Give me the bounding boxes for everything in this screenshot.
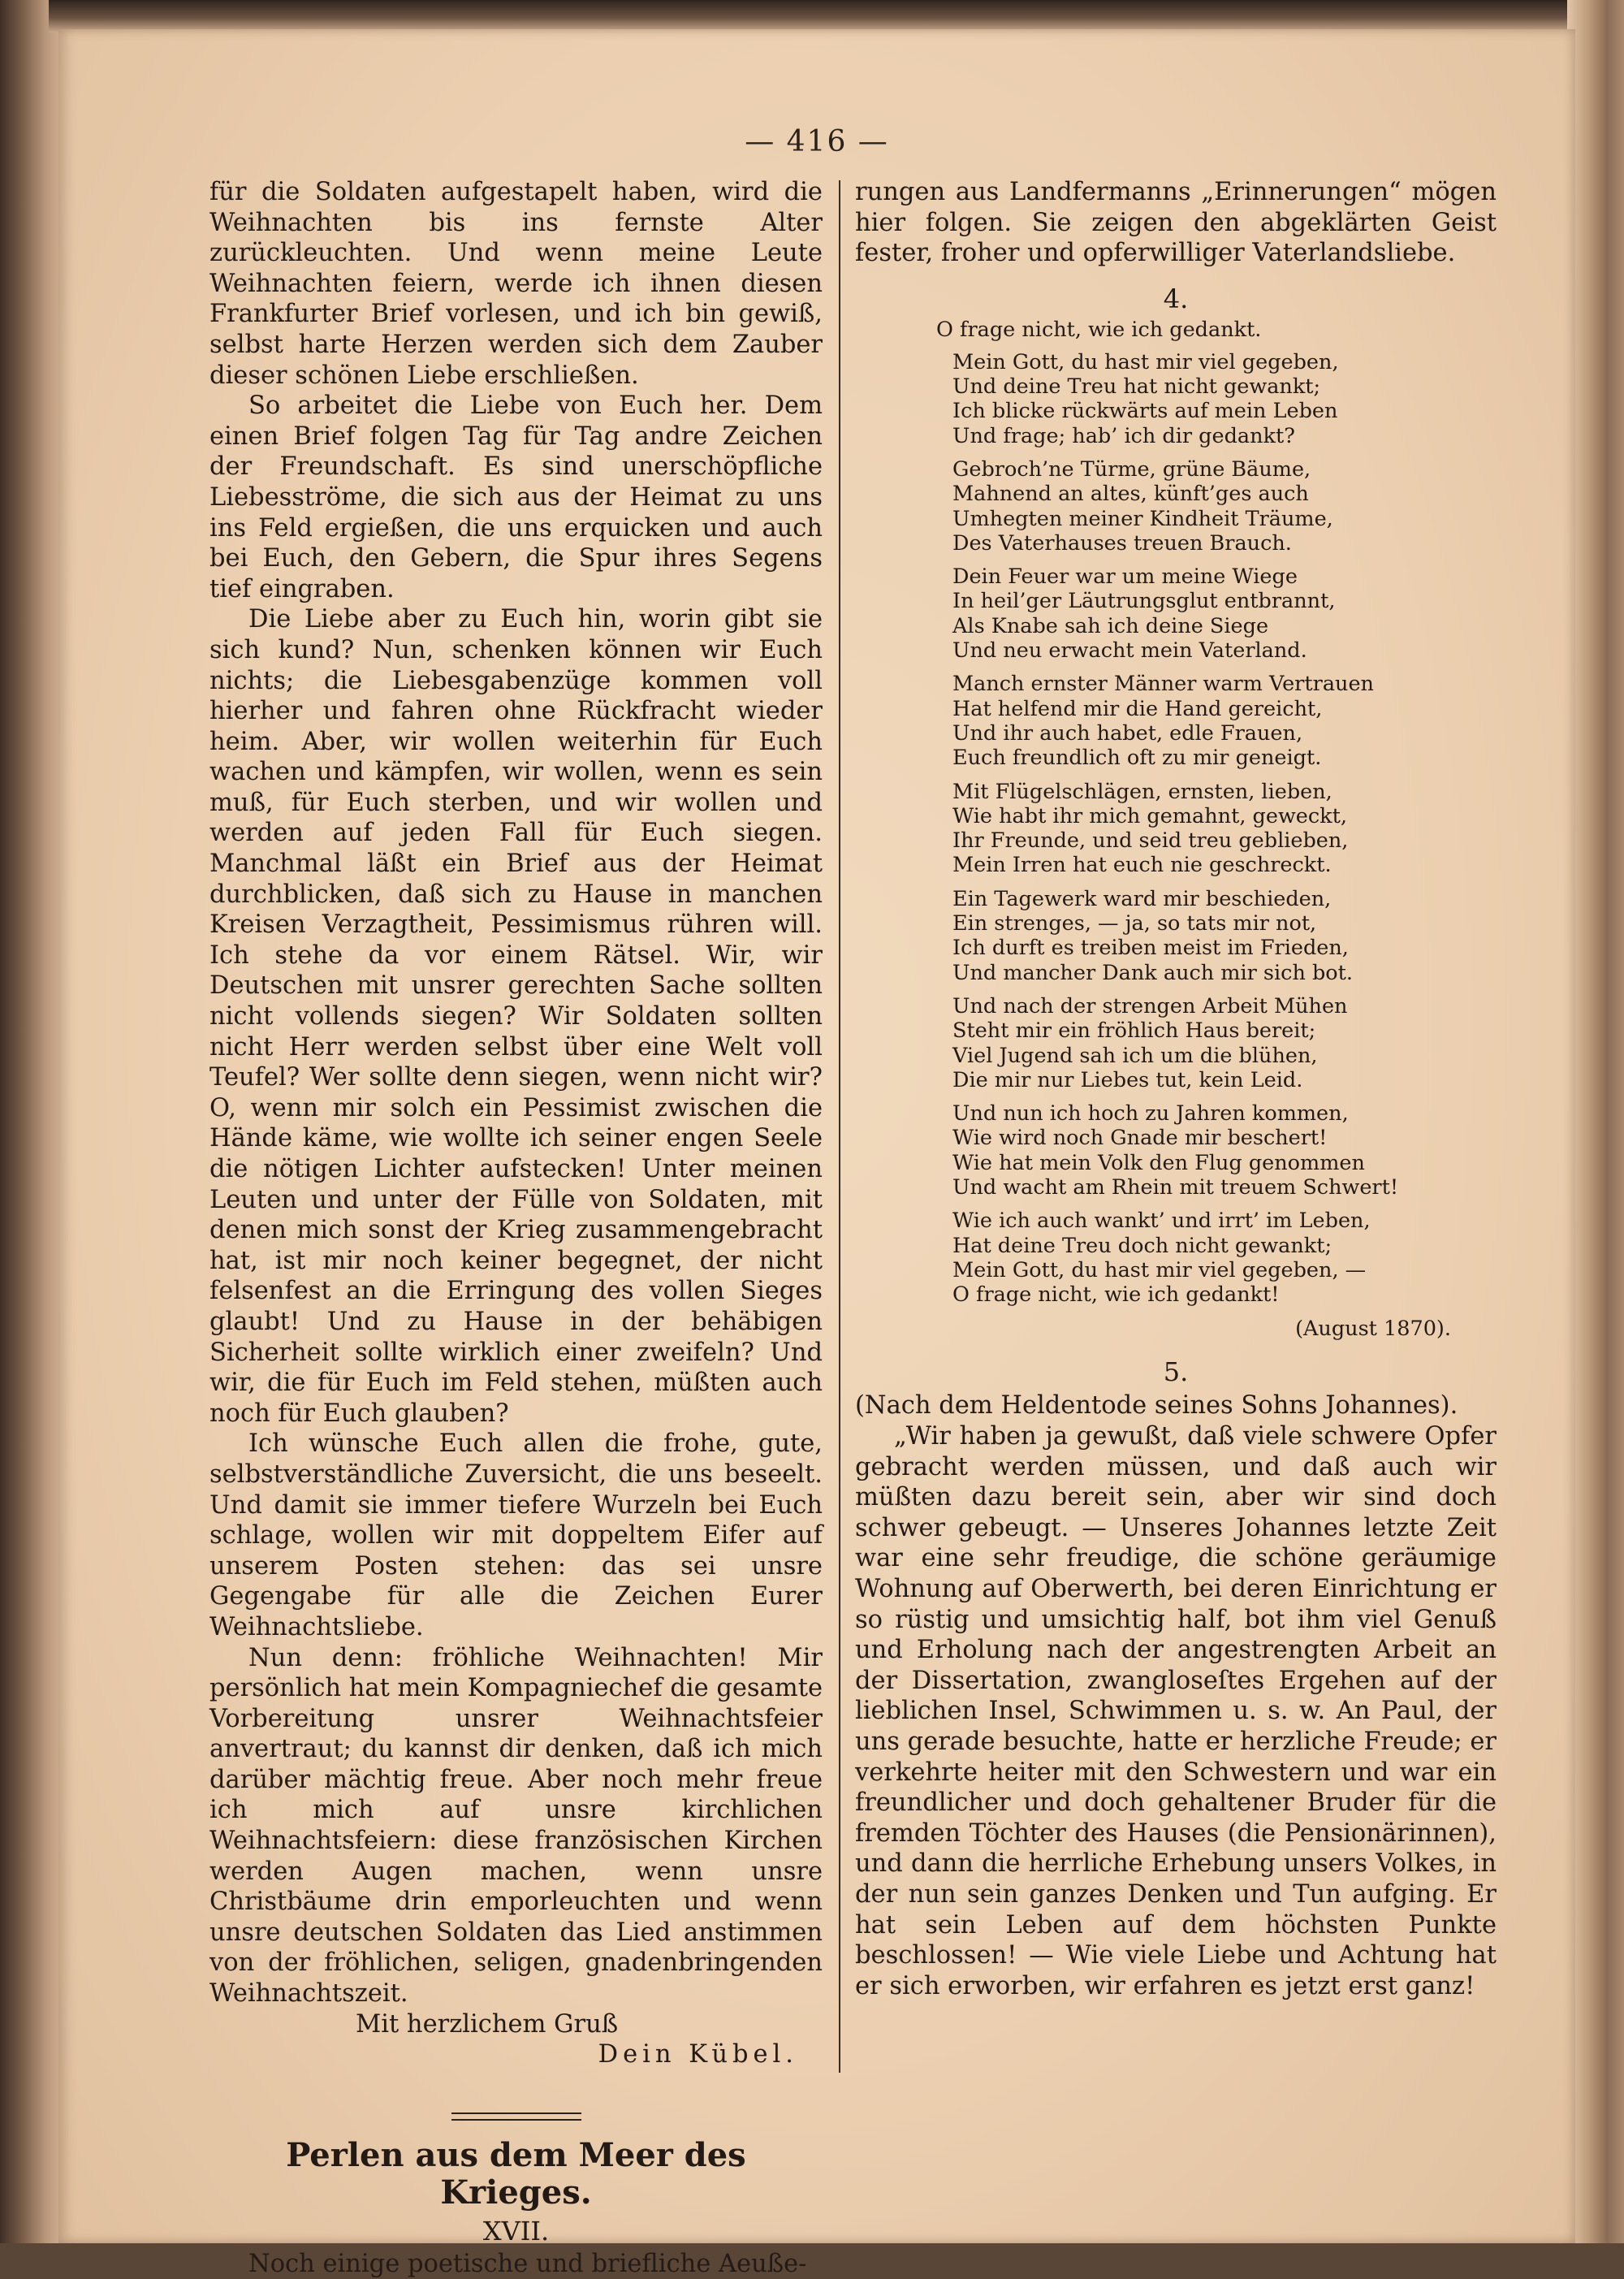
poem-line: Und deine Treu hat nicht gewankt; bbox=[952, 374, 1321, 400]
poem-line: Umhegten meiner Kindheit Träume, bbox=[952, 506, 1333, 531]
poem-line: Wie habt ihr mich gemahnt, geweckt, bbox=[952, 803, 1347, 828]
poem-line: O frage nicht, wie ich gedankt! bbox=[952, 1282, 1280, 1308]
poem-line: Und nun ich hoch zu Jahren kommen, bbox=[952, 1101, 1349, 1127]
poem-stanza bbox=[952, 564, 1497, 663]
poem-line: Und wacht am Rhein mit treuem Schwert! bbox=[952, 1174, 1399, 1200]
poem-line: Mein Gott, du hast mir viel gegeben, bbox=[952, 349, 1339, 374]
section-title: Perlen aus dem Meer des Krieges. bbox=[286, 2135, 746, 2212]
poem-line: Ich blicke rückwärts auf mein Leben bbox=[952, 399, 1338, 424]
poem-line: Wie wird noch Gnade mir beschert! bbox=[952, 1126, 1328, 1151]
poem-line: Als Knabe sah ich deine Siege bbox=[952, 613, 1269, 638]
book-edge-top bbox=[49, 0, 1624, 32]
book-binding-left bbox=[0, 0, 65, 2243]
poem-line: Des Vaterhauses treuen Brauch. bbox=[952, 530, 1292, 556]
poem-line: Und neu erwacht mein Vaterland. bbox=[952, 638, 1307, 664]
poem-line: Wie hat mein Volk den Flug genommen bbox=[952, 1150, 1365, 1175]
letter-subtitle: (Nach dem Heldentode seines Sohns Johannes). bbox=[855, 1391, 1458, 1421]
poem-line: Ich durft es treiben meist im Frieden, bbox=[952, 936, 1349, 961]
poem-line: Und ihr auch habet, edle Frauen, bbox=[952, 720, 1303, 746]
paragraph: für die Soldaten aufgestapelt haben, wird die Weihnachten bis ins fernste Alter zurückleuchten. Und wenn meine Leute Weihnachten feiern, werde ich ihnen diesen Frankfurter Brief vorlesen, und ich bin gewiß, selbst harte Herzen werden sich dem Zauber dieser schönen Liebe erschließen. bbox=[209, 178, 823, 390]
poem-line: Mit Flügelschlägen, ernsten, lieben, bbox=[952, 779, 1332, 804]
paragraph: Die Liebe aber zu Euch hin, worin gibt sie sich kund? Nun, schenken können wir Euch nichts; die Liebesgabenzüge kommen voll hierher und fahren ohne Rückfracht wieder heim. Aber, wir wollen weiterhin für Euch wachen und kämpfen, wir wollen, wenn es sein muß, für Euch sterben, und wir wollen und werden auf jeden Fall für Euch siegen. Manchmal läßt ein Brief aus der Heimat durchblicken, daß sich zu Hause in manchen Kreisen Verzagtheit, Pessimismus rühren will. Ich stehe da vor einem Rätsel. Wir, wir Deutschen mit unsrer gerechten Sache sollten nicht vollends siegen? Wir Soldaten sollten nicht Herr werden selbst über eine Welt voll Teufel? Wer sollte denn siegen, wenn nicht wir? O, wenn mir solch ein Pessimist zwischen die Hände käme, wie wollte ich seiner engen Seele die nötigen Lichter aufstecken! Unter meinen Leuten und unter der Fülle von Soldaten, mit denen mich sonst der Krieg zusammengebracht hat, ist mir noch keiner begegnet, der nicht felsenfest an die Erringung des vollen Sieges glaubt! Und zu Hause in der behäbigen Sicherheit sollte wirklich einer zweifeln? Und wir, die für Euch im Feld stehen, müßten auch noch für Euch glauben? bbox=[209, 605, 823, 1428]
poem-line: Euch freundlich oft zu mir geneigt. bbox=[952, 746, 1322, 771]
poem-date: (August 1870). bbox=[1295, 1317, 1451, 1342]
column-divider bbox=[839, 180, 840, 2073]
poem bbox=[855, 350, 1497, 1308]
section-number: XVII. bbox=[482, 2215, 550, 2247]
poem-line: Ein strenges, — ja, so tats mir not, bbox=[952, 911, 1317, 936]
poem-line: Hat deine Treu doch nicht gewankt; bbox=[952, 1233, 1332, 1258]
poem-line: Und mancher Dank auch mir sich bot. bbox=[952, 960, 1354, 985]
poem-title-line: O frage nicht, wie ich gedankt. bbox=[936, 317, 1262, 342]
paragraph: So arbeitet die Liebe von Euch her. Dem einen Brief folgen Tag für Tag andre Zeichen der Freundschaft. Es sind unerschöpfliche Liebesströme, die sich aus der Heimat zu uns ins Feld ergießen, die uns erquicken und auch bei Euch, den Gebern, die Spur ihres Segens tief eingraben. bbox=[209, 391, 823, 603]
section-intro: Noch einige poetische und briefliche Aeuße- bbox=[248, 2249, 807, 2278]
poem-number: 4. bbox=[1163, 283, 1189, 314]
paragraph: Nun denn: fröhliche Weihnachten! Mir persönlich hat mein Kompagniechef die gesamte Vorbereitung unsrer Weihnachtsfeier anvertraut; du kannst dir denken, daß ich mich darüber mächtig freue. Aber noch mehr freue ich mich auf unsre kirchlichen Weihnachtsfeiern: diese französischen Kirchen werden Augen machen, wenn unsre Christbäume drin emporleuchten und wenn unsre deutschen Soldaten das Lied anstimmen von der fröhlichen, seligen, gnadenbringenden Weihnachtszeit. bbox=[209, 1643, 823, 2009]
poem-line: Gebroch’ne Türme, grüne Bäume, bbox=[952, 456, 1311, 482]
poem-stanza bbox=[952, 994, 1497, 1092]
poem-line: Steht mir ein fröhlich Haus bereit; bbox=[952, 1018, 1316, 1044]
poem-line: Mein Irren hat euch nie geschreckt. bbox=[952, 853, 1332, 878]
poem-stanza bbox=[952, 1101, 1497, 1200]
paragraph: Ich wünsche Euch allen die frohe, gute, selbstverständliche Zuversicht, die uns beseelt. Und damit sie immer tiefere Wurzeln bei Euch schlage, wollen wir mit doppeltem Eifer auf unserem Posten stehen: das sei unsre Gegengabe für alle die Zeichen Eurer Weihnachtsliebe. bbox=[209, 1429, 823, 1641]
poem-stanza bbox=[952, 350, 1497, 448]
letter-text: „Wir haben ja gewußt, daß viele schwere Opfer gebracht werden müssen, und daß auch wir müßten dazu bereit sein, aber wir sind doch schwer gebeugt. — Unseres Johannes letzte Zeit war eine sehr freudige, die schöne geräumige Wohnung auf Oberwerth, bei deren Einrichtung er so rüstig und umsichtig half, bot ihm viel Genuß und Erholung nach der angestrengten Arbeit an der Dissertation, zwangloseſtes Ergehen auf der lieblichen Insel, Schwimmen u. s. w. An Paul, der uns gerade besuchte, hatte er herzliche Freude; er verkehrte heiter mit den Schwestern und war ein freundlicher und doch gehaltener Bruder für die fremden Töchter des Hauses (die Pensionärinnen), und dann die herrliche Erhebung unsers Volkes, in der nun sein ganzes Denken und Tun aufging. Er hat sein Leben auf dem höchsten Punkte beschlossen! — Wie viele Liebe und Achtung hat er sich erworben, wir erfahren es jetzt erst ganz! bbox=[855, 1422, 1497, 2000]
poem-line: Wie ich auch wankt’ und irrt’ im Leben, bbox=[952, 1209, 1371, 1234]
poem-stanza bbox=[952, 887, 1497, 985]
poem-line: Ein Tagewerk ward mir beschieden, bbox=[952, 886, 1332, 911]
section-divider bbox=[451, 2113, 581, 2121]
letter-signature: Dein Kübel. bbox=[598, 2040, 798, 2069]
poem-stanza bbox=[952, 780, 1497, 878]
poem-line: In heil’ger Läutrungsglut entbrannt, bbox=[952, 589, 1336, 614]
poem-line: Hat helfend mir die Hand gereicht, bbox=[952, 696, 1323, 721]
poem-line: Mein Gott, du hast mir viel gegeben, — bbox=[952, 1257, 1367, 1282]
poem-line: Manch ernster Männer warm Vertrauen bbox=[952, 672, 1374, 697]
poem-stanza bbox=[952, 457, 1497, 556]
right-column bbox=[855, 177, 1497, 2001]
book-page-edges-right bbox=[1567, 0, 1624, 2243]
paragraph: rungen aus Landfermanns „Erinnerungen“ mögen hier folgen. Sie zeigen den abgeklärten Geist fester, froher und opferwilliger Vaterlandsliebe. bbox=[855, 178, 1497, 268]
poem-line: Und frage; hab’ ich dir gedankt? bbox=[952, 423, 1295, 448]
letter-number: 5. bbox=[1163, 1356, 1189, 1388]
poem-line: Die mir nur Liebes tut, kein Leid. bbox=[952, 1067, 1303, 1092]
page-number: — 416 — bbox=[745, 125, 889, 158]
poem-line: Und nach der strengen Arbeit Mühen bbox=[952, 993, 1348, 1018]
poem-line: Dein Feuer war um meine Wiege bbox=[952, 564, 1298, 590]
poem-line: Viel Jugend sah ich um die blühen, bbox=[952, 1043, 1318, 1068]
poem-stanza bbox=[952, 1209, 1497, 1307]
poem-line: Ihr Freunde, und seid treu geblieben, bbox=[952, 828, 1349, 854]
left-column bbox=[209, 177, 823, 2279]
letter-greeting: Mit herzlichem Gruß bbox=[356, 2009, 619, 2039]
poem-stanza bbox=[952, 672, 1497, 770]
poem-line: Mahnend an altes, künft’ges auch bbox=[952, 482, 1309, 507]
